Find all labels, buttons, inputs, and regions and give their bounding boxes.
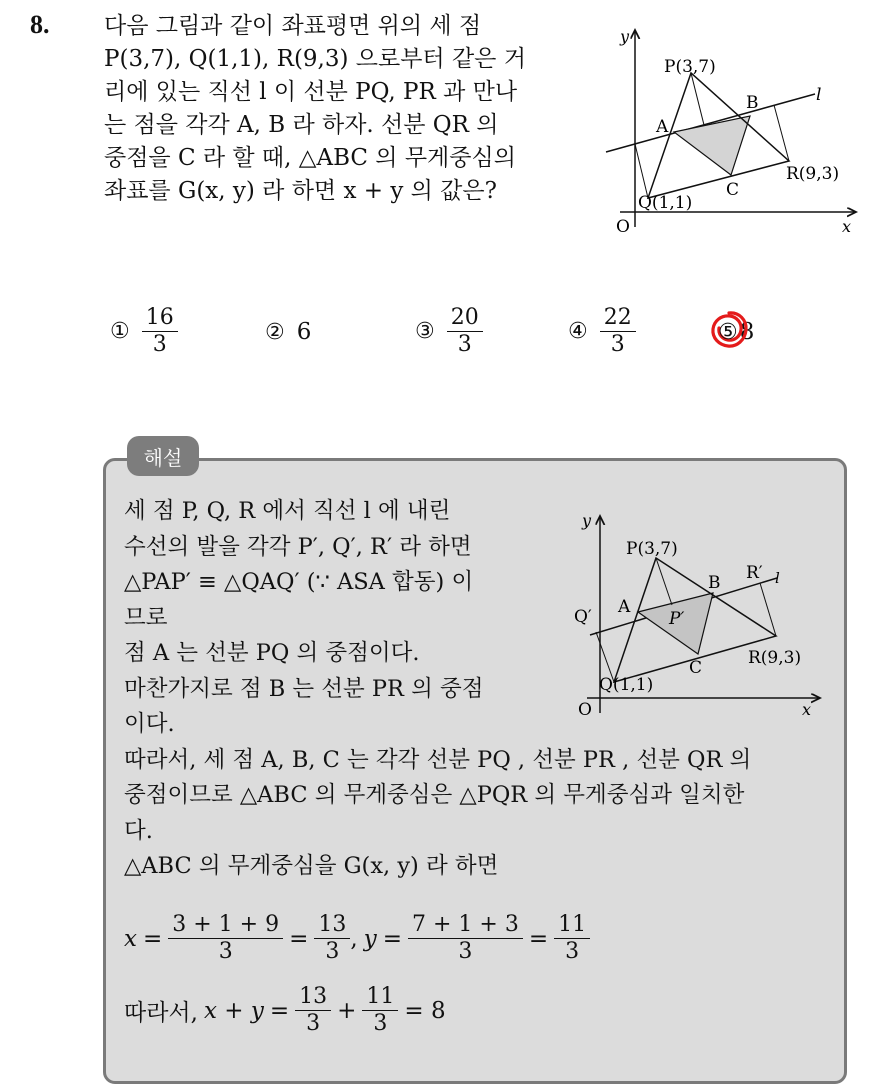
origin-label: O [578,700,592,720]
fraction [314,912,350,965]
denominator: 3 [610,332,625,357]
question-number: 8. [30,10,50,39]
choice-2[interactable] [265,319,311,345]
denominator: 3 [325,939,340,964]
choice-4[interactable] [568,305,636,358]
solution-line: 다. [124,817,153,844]
choice-5[interactable] [718,319,754,345]
choice-2-mark: ② [265,319,285,345]
question-line: 좌표를 G(x, y) 라 하면 x + y 의 값은? [104,178,497,204]
solution-line: △ABC 의 무게중심을 G(x, y) 라 하면 [124,853,499,879]
choice-3-fraction [447,305,483,358]
point-r-label: R(9,3) [786,164,840,184]
choice-3-mark: ③ [415,319,435,344]
fraction [554,912,590,965]
solution-line: △PAP′ ≡ △QAQ′ (∵ ASA 합동) 이 [124,569,474,595]
choice-5-mark: ⑤ [718,320,738,345]
solution-figure [572,508,827,723]
point-rp-label: R′ [746,563,763,583]
question-text [104,10,574,208]
numerator: 13 [295,984,331,1011]
question-figure [600,22,865,237]
numerator: 11 [362,984,398,1011]
prefix: 따라서, [124,1000,198,1026]
question-line: 는 점을 각각 A, B 라 하자. 선분 QR 의 [104,112,499,138]
choice-1-mark: ① [110,319,130,344]
denominator: 3 [457,332,472,357]
solution-line: 므로 [124,604,168,631]
denominator: 3 [306,1011,321,1036]
solution-line: 중점이므로 △ABC 의 무게중심은 △PQR 의 무게중심과 일치한 [124,782,745,808]
perp-p [656,558,672,605]
point-p-label: P(3,7) [664,57,716,77]
choice-3[interactable] [415,305,483,358]
y-label: y [582,511,592,530]
solution-line: 세 점 P, Q, R 에서 직선 l 에 내린 [124,498,451,524]
question-line: 중점을 C 라 할 때, △ABC 의 무게중심의 [104,145,516,171]
var-y: y [363,925,377,952]
fraction [168,912,283,965]
denominator: 3 [458,939,473,964]
denominator: 3 [373,1011,388,1036]
choice-1-fraction [142,305,178,358]
point-pp-label: P′ [669,609,685,629]
numerator: 16 [142,305,178,332]
x-label: x [802,700,812,719]
numerator: 3 + 1 + 9 [168,912,283,939]
numerator: 20 [447,305,483,332]
result: = 8 [404,997,446,1024]
var-x: x [124,925,137,952]
fraction [295,984,331,1037]
choice-5-marked [718,319,750,345]
point-r-label: R(9,3) [748,648,802,668]
point-a-label: A [656,117,669,137]
denominator: 3 [152,332,167,357]
equation-xy [124,912,590,965]
lhs: x + y [203,997,264,1024]
triangle-abc [674,116,750,175]
equals: = [528,925,549,952]
choice-4-mark: ④ [568,319,588,344]
choice-2-value: 6 [296,319,312,345]
question-line: 리에 있는 직선 l 이 선분 PQ, PR 과 만나 [104,79,518,105]
denominator: 3 [218,939,233,964]
l-label: l [816,85,822,105]
choice-5-value: 8 [739,319,755,345]
numerator: 11 [554,912,590,939]
solution-line: 점 A 는 선분 PQ 의 중점이다. [124,640,420,666]
perp-p [691,73,704,125]
fraction [408,912,523,965]
y-label: y [620,27,630,46]
origin-label: O [616,217,630,237]
numerator: 7 + 1 + 3 [408,912,523,939]
equals: = [289,925,309,952]
choice-4-fraction [600,305,636,358]
solution-line: 따라서, 세 점 A, B, C 는 각각 선분 PQ , 선분 PR , 선분 QR 의 [124,746,752,773]
point-q-label: Q(1,1) [638,193,693,213]
point-a-label: A [618,597,631,617]
numerator: 13 [314,912,350,939]
plus: + [337,997,357,1024]
solution-line: 마찬가지로 점 B 는 선분 PR 의 중점 [124,675,484,702]
point-p-label: P(3,7) [626,539,678,559]
denominator: 3 [565,939,580,964]
question-line: P(3,7), Q(1,1), R(9,3) 으로부터 같은 거 [104,46,526,72]
point-q-label: Q(1,1) [599,675,654,695]
perp-r [774,105,789,161]
answer-choices [110,305,810,375]
point-b-label: B [746,93,759,113]
equals: = [382,925,402,952]
point-c-label: C [689,658,703,678]
l-label: l [775,569,780,587]
solution-line: 이다. [124,711,175,737]
question-line: 다음 그림과 같이 좌표평면 위의 세 점 [104,13,482,39]
comma: , [350,925,358,952]
choice-1[interactable] [110,305,178,358]
fraction [362,984,398,1037]
equals: = [269,997,290,1024]
equation-sum [124,984,446,1037]
point-c-label: C [726,180,740,200]
point-b-label: B [708,573,721,593]
x-label: x [842,217,852,236]
point-qp-label: Q′ [574,607,592,627]
numerator: 22 [600,305,636,332]
solution-line: 수선의 발을 각각 P′, Q′, R′ 라 하면 [124,533,472,560]
perp-q [635,144,648,198]
equals: = [142,925,163,952]
solution-tag: 해설 [127,436,199,476]
